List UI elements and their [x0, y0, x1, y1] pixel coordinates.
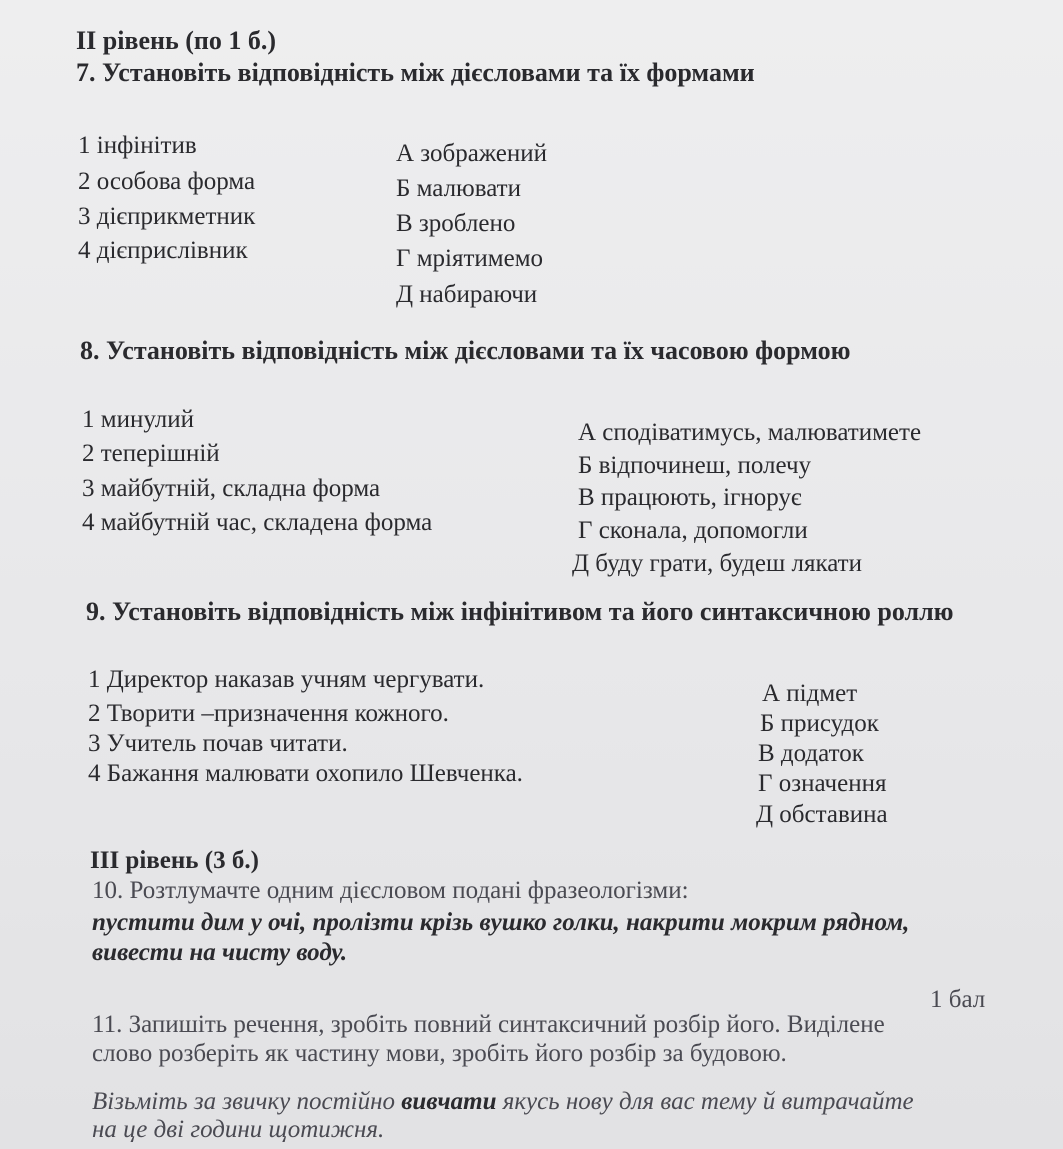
- q8-left-item: 2 теперішній: [82, 440, 220, 467]
- q8-right-item: Д буду грати, будеш лякати: [572, 550, 862, 577]
- q8-left-item: 1 минулий: [82, 406, 194, 433]
- q7-right-item: В зроблено: [396, 210, 516, 237]
- sentence-part: Візьміть за звичку постійно: [92, 1088, 402, 1115]
- q7-right-item: Б малювати: [396, 175, 521, 202]
- q11-line-2: слово розберіть як частину мови, зробіть його розбір за будовою.: [92, 1040, 787, 1067]
- q7-left-item: 2 особова форма: [78, 168, 256, 195]
- q10-title: 10. Розтлумачте одним дієсловом подані фразеологізми:: [92, 877, 689, 904]
- q10-phraseologisms-line-1: пустити дим у очі, пролізти крізь вушко голки, накрити мокрим рядном,: [92, 909, 910, 936]
- q9-right-item: Д обставина: [756, 801, 888, 828]
- q9-right-item: Б присудок: [760, 710, 879, 737]
- q9-left-item: 3 Учитель почав читати.: [88, 730, 348, 757]
- q7-left-item: 1 інфінітив: [78, 132, 197, 159]
- q7-right-item: Г мріятимемо: [396, 245, 544, 272]
- q9-left-item: 2 Творити –призначення кожного.: [88, 700, 449, 727]
- sentence-line-1: [92, 1089, 914, 1114]
- q9-right-item: В додаток: [758, 740, 864, 767]
- q7-right-item: Д набираючи: [396, 281, 538, 308]
- sentence-part: якусь нову для вас тему й витрачайте: [496, 1088, 914, 1115]
- q9-left-item: 1 Директор наказав учням чергувати.: [88, 666, 485, 693]
- q11-line-1: 11. Запишіть речення, зробіть повний синтаксичний розбір його. Виділене: [92, 1011, 885, 1038]
- q9-left-item: 4 Бажання малювати охопило Шевченка.: [88, 760, 523, 787]
- q8-right-item: Б відпочинеш, полечу: [578, 452, 812, 479]
- level-2-heading: II рівень (по 1 б.): [76, 26, 277, 55]
- q8-left-item: 4 майбутній час, складена форма: [82, 509, 433, 536]
- q9-title: 9. Установіть відповідність між інфінітивом та його синтаксичною роллю: [86, 597, 954, 626]
- q7-title: 7. Установіть відповідність між дієсловами та їх формами: [76, 58, 755, 87]
- score-note: 1 бал: [930, 986, 986, 1013]
- q9-right-item: А підмет: [762, 680, 858, 707]
- q7-right-item: А зображений: [396, 140, 548, 167]
- q7-left-item: 3 дієприкметник: [78, 203, 256, 230]
- q8-left-item: 3 майбутній, складна форма: [82, 475, 381, 502]
- q8-right-item: В працюють, ігнорує: [578, 484, 802, 511]
- highlighted-word: вивчати: [401, 1088, 497, 1115]
- q8-right-item: Г сконала, допомогли: [578, 517, 808, 544]
- q10-phraseologisms-line-2: вивести на чисту воду.: [92, 939, 348, 966]
- q7-left-item: 4 дієприслівник: [78, 237, 248, 264]
- q8-right-item: А сподіватимусь, малюватимете: [578, 419, 922, 446]
- sentence-line-2: на це дві години щотижня.: [92, 1116, 385, 1143]
- level-3-heading: III рівень (3 б.): [90, 847, 259, 874]
- q8-title: 8. Установіть відповідність між дієсловами та їх часовою формою: [80, 336, 851, 365]
- q9-right-item: Г означення: [758, 770, 887, 797]
